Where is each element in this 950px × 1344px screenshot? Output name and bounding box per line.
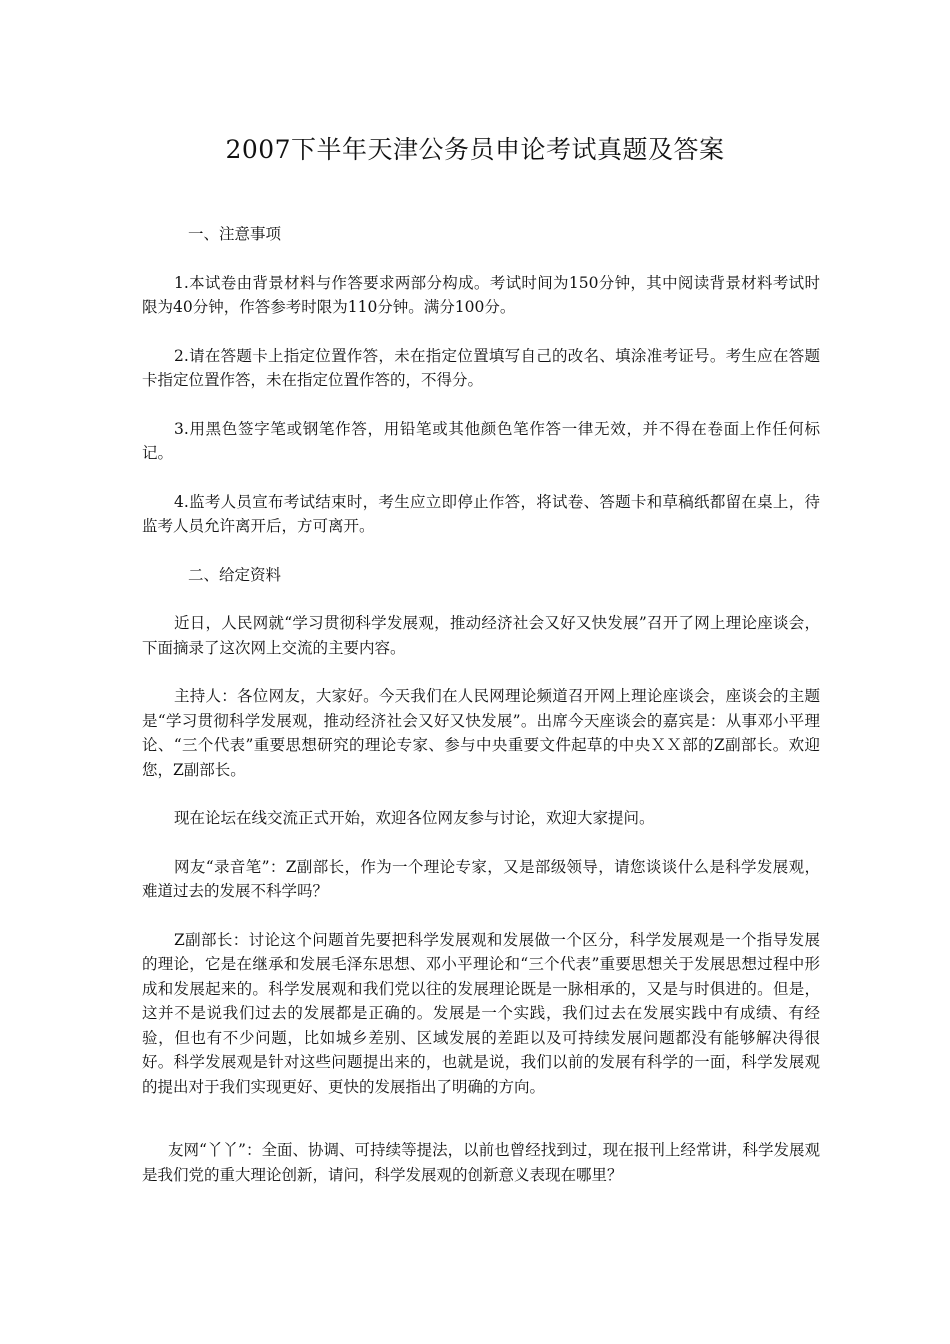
document-title: 2007下半年天津公务员申论考试真题及答案 — [225, 135, 725, 164]
material-paragraph-question-2: 友网“丫丫”：全面、协调、可持续等提法，以前也曾经找到过，现在报刊上经常讲，科学发展观是我们党的重大理论创新，请问，科学发展观的创新意义表现在哪里？ — [142, 1141, 820, 1184]
material-paragraph-intro: 近日，人民网就“学习贯彻科学发展观，推动经济社会又好又快发展”召开了网上理论座谈会，下面摘录了这次网上交流的主要内容。 — [142, 614, 820, 657]
notes-item-4: 4.监考人员宣布考试结束时，考生应立即停止作答，将试卷、答题卡和草稿纸都留在桌上，待监考人员允许离开后，方可离开。 — [142, 492, 820, 535]
section-heading-notes: 一、注意事项 — [188, 225, 282, 243]
notes-item-2: 2.请在答题卡上指定位置作答，未在指定位置填写自己的改名、填涂准考证号。考生应在答题卡指定位置作答，未在指定位置作答的，不得分。 — [142, 346, 820, 389]
section-heading-materials: 二、给定资料 — [188, 565, 282, 584]
notes-item-1: 1.本试卷由背景材料与作答要求两部分构成。考试时间为150分钟，其中阅读背景材料考试时限为40分钟，作答参考时限为110分钟。满分100分。 — [142, 273, 820, 316]
material-paragraph-question-1: 网友“录音笔”：Z副部长，作为一个理论专家，又是部级领导，请您谈谈什么是科学发展观，难道过去的发展不科学吗？ — [142, 857, 820, 900]
material-paragraph-answer-1: Z副部长：讨论这个问题首先要把科学发展观和发展做一个区分，科学发展观是一个指导发展的理论，它是在继承和发展毛泽东思想、邓小平理论和“三个代表”重要思想关于发展思想过程中形成和发展起来的。科学发展观和我们党以往的发展理论既是一脉相承的，又是与时俱进的。但是，这并不是说我们过去的发展都是正确的。发展是一个实践，我们过去在发展实践中有成绩、有经验，但也有不少问题，比如城乡差别、区域发展的差距以及可持续发展问题都没有能够解决得很好。科学发展观是针对这些问题提出来的，也就是说，我们以前的发展有科学的一面，科学发展观的提出对于我们实现更好、更快的发展指出了明确的方向。 — [142, 930, 820, 1096]
material-paragraph-host: 主持人：各位网友，大家好。今天我们在人民网理论频道召开网上理论座谈会，座谈会的主题是“学习贯彻科学发展观，推动经济社会又好又快发展”。出席今天座谈会的嘉宾是：从事邓小平理论、“三个代表”重要思想研究的理论专家、参与中央重要文件起草的中央ＸＸ部的Z副部长。欢迎您，Z副部长。 — [142, 687, 820, 779]
document-body — [142, 222, 820, 1211]
notes-item-3: 3.用黑色签字笔或钢笔作答，用铅笔或其他颜色笔作答一律无效，并不得在卷面上作任何标记。 — [142, 419, 820, 462]
material-paragraph-forum-open: 现在论坛在线交流正式开始，欢迎各位网友参与讨论，欢迎大家提问。 — [174, 809, 655, 827]
